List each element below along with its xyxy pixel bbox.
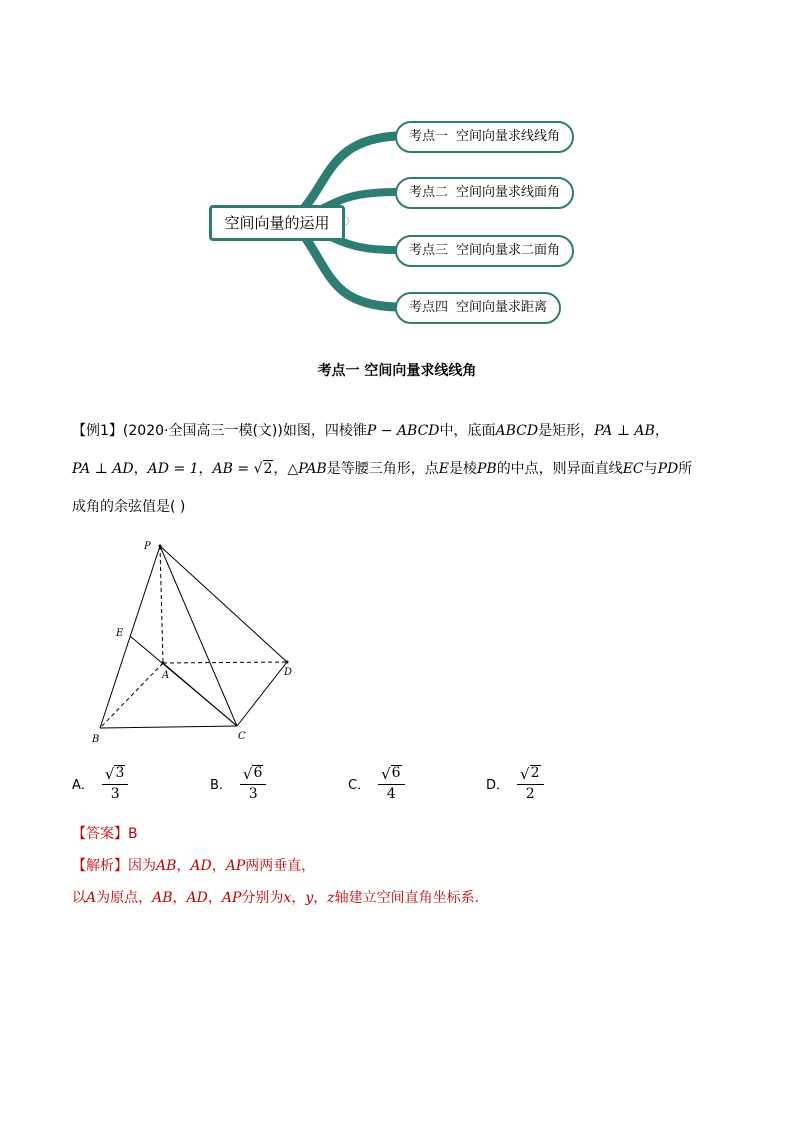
analysis-label: 【解析】 <box>72 858 128 874</box>
fraction: √ 3 3 <box>102 765 128 802</box>
node-tag: 考点四 <box>409 300 449 315</box>
node-text: 空间向量求距离 <box>456 300 548 315</box>
analysis-line-2: 以A为原点，AB，AD，AP分别为x，y，z轴建立空间直角坐标系. <box>72 890 480 906</box>
answer-line <box>72 823 138 843</box>
node-tag: 考点三 <box>409 243 449 258</box>
label-E: E <box>116 628 124 639</box>
section-title: 考点一 空间向量求线线角 <box>317 363 477 379</box>
edge-PC <box>160 546 237 726</box>
choice-c[interactable]: C． √ 6 4 <box>348 765 405 802</box>
edge-BC <box>100 726 237 728</box>
mindmap-node-3[interactable] <box>395 235 574 267</box>
node-text: 空间向量求二面角 <box>456 243 561 258</box>
fraction: √ 2 2 <box>517 765 543 802</box>
edge-AD <box>163 662 287 663</box>
label-A: A <box>162 670 170 681</box>
node-text: 空间向量求线线角 <box>456 129 561 144</box>
edge-CD <box>237 662 287 726</box>
fraction: √ 6 3 <box>240 765 266 802</box>
sqrt-2: √2 <box>253 461 273 477</box>
edge-AB <box>100 663 163 728</box>
node-text: 空间向量求线面角 <box>456 185 561 200</box>
fraction: √ 6 4 <box>378 765 404 802</box>
node-tag: 考点二 <box>409 185 449 200</box>
answer-value: B <box>128 826 138 842</box>
analysis-line-1: 【解析】因为AB，AD，AP两两垂直， <box>72 858 316 874</box>
label-D: D <box>284 667 293 678</box>
choice-a[interactable]: A． √ 3 3 <box>72 765 128 802</box>
edge-AC <box>163 663 237 726</box>
edge-PD <box>160 546 287 662</box>
example-line-1: 【例1】(2020·全国高三一模(文))如图，四棱锥P − ABCD中，底面ABCD是矩形，PA ⊥ AB， <box>72 423 669 439</box>
edge-PA <box>160 546 163 663</box>
example-line-3: 成角的余弦值是( ) <box>72 499 186 515</box>
mindmap-node-1[interactable] <box>395 121 574 153</box>
example-label: 【例1】 <box>72 423 123 439</box>
label-C: C <box>238 731 246 742</box>
mindmap-node-2[interactable] <box>395 177 574 209</box>
choice-d[interactable]: D． √ 2 2 <box>486 765 544 802</box>
example-line-2: PA ⊥ AD，AD = 1，AB = √2，△PAB是等腰三角形，点E是棱PB的中点，则异面直线EC与PD所 <box>72 461 693 477</box>
edge-PB <box>100 546 160 728</box>
node-tag: 考点一 <box>409 129 449 144</box>
label-P: P <box>144 541 151 552</box>
mindmap-center-node[interactable]: 空间向量的运用 <box>209 205 345 241</box>
answer-label: 【答案】 <box>72 826 128 842</box>
choice-b[interactable]: B． √ 6 3 <box>210 765 266 802</box>
pyramid-figure <box>80 530 310 750</box>
label-B: B <box>92 734 100 745</box>
mindmap-node-4[interactable] <box>395 292 561 324</box>
